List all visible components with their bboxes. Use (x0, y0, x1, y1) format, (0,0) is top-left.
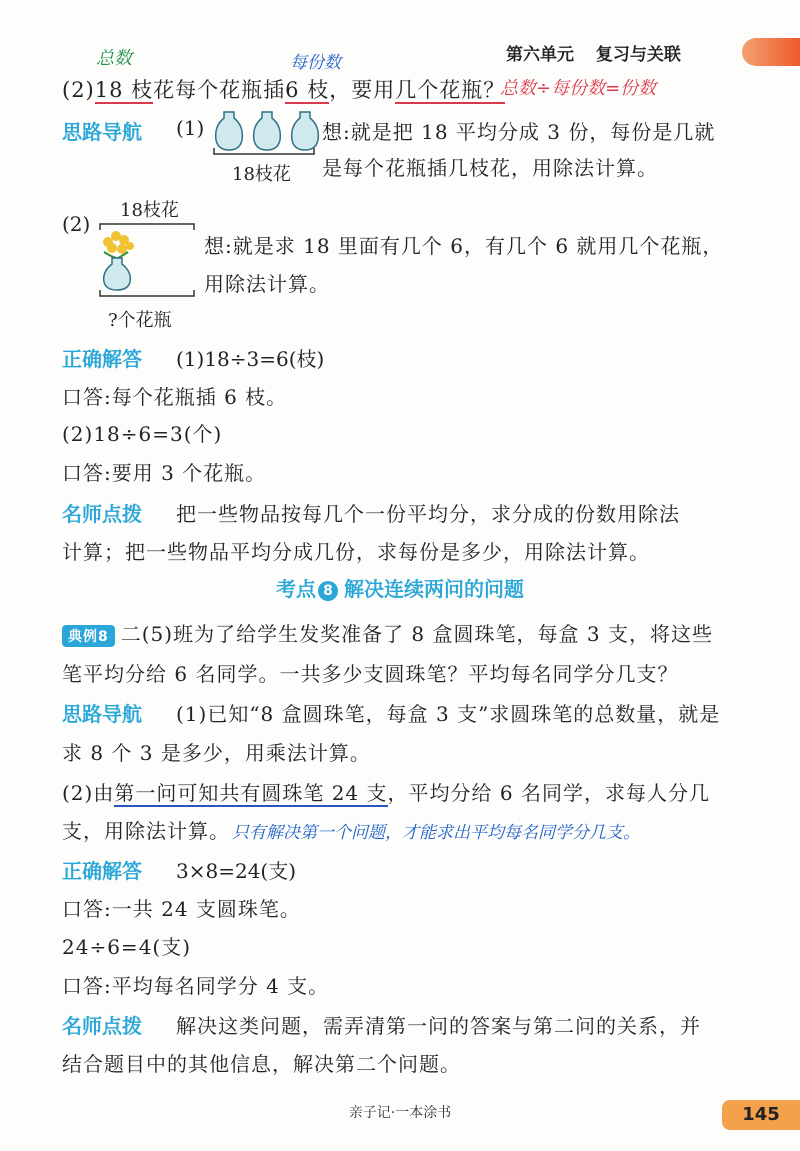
footer-brand: 亲子记·一本涂书 (348, 1105, 452, 1121)
guide-label-3: 思路导航 (62, 702, 142, 726)
vase-icon (292, 112, 319, 150)
tip-label-2: 名师点拨 (62, 1014, 142, 1038)
flowers-label-1: 18枝花 (232, 164, 291, 185)
guide3-line2: 求 8 个 3 是多少，用乘法计算。 (62, 741, 371, 765)
annotation-total: 总数 (96, 48, 132, 69)
answer-label-2: 正确解答 (62, 859, 142, 883)
guide1-part: (1) (176, 116, 205, 140)
underline-first-question: 第一问可知共有圆珠笔 24 支 (114, 781, 388, 805)
flower-vase-illustration (94, 218, 204, 300)
guide1-think: 想:就是把 18 平均分成 3 份，每份是几就 (322, 120, 716, 144)
section-title: 考点 8 解决连续两问的问题 (276, 577, 524, 601)
underline-vases: 几个花瓶？ (395, 78, 506, 102)
answer2-line2: 口答:一共 24 支圆珠笔。 (62, 897, 301, 921)
guide3-line1: (1)已知“8 盒圆珠笔，每盒 3 支”求圆珠笔的总数量，就是 (176, 702, 721, 726)
guide3-line3: (2)由第一问可知共有圆珠笔 24 支，平均分给 6 名同学，求每人分几 (62, 781, 710, 805)
answer1-line2: 口答:每个花瓶插 6 枝。 (62, 385, 288, 409)
flower-icon (103, 231, 134, 258)
vases-question-label: ?个花瓶 (108, 310, 172, 331)
topic-label: 复习与关联 (595, 45, 681, 65)
page-header (506, 40, 697, 65)
answer-label-1: 正确解答 (62, 347, 142, 371)
page-number: 145 (722, 1100, 800, 1130)
tip2-line1: 解决这类问题，需弄清第一问的答案与第二问的关系，并 (176, 1014, 701, 1038)
answer1-line4: 口答:要用 3 个花瓶。 (62, 461, 267, 485)
guide2-part: (2) (62, 212, 91, 236)
question-2: (2)18 枝花每个花瓶插6 枝，要用几个花瓶？ (62, 78, 506, 102)
tip1-line1: 把一些物品按每几个一份平均分，求分成的份数用除法 (176, 502, 680, 526)
guide2-think: 想:就是求 18 里面有几个 6，有几个 6 就用几个花瓶， (204, 234, 724, 258)
answer1-line1: (1)18÷3=6(枝) (176, 347, 325, 371)
answer2-line4: 口答:平均每名同学分 4 支。 (62, 974, 330, 998)
guide-label-1: 思路导航 (62, 120, 142, 144)
tip2-line2: 结合题目中的其他信息，解决第二个问题。 (62, 1052, 461, 1076)
underline-18: 18 枝 (94, 78, 154, 102)
tip-label-1: 名师点拨 (62, 502, 142, 526)
vase-icon (104, 258, 131, 290)
vases-illustration (210, 104, 320, 160)
section-number-badge: 8 (318, 581, 338, 601)
tip1-line2: 计算；把一些物品平均分成几份，求每份是多少，用除法计算。 (62, 540, 650, 564)
guide1-think-b: 是每个花瓶插几枝花，用除法计算。 (322, 156, 658, 180)
example-tag: 典例8 (62, 625, 115, 647)
vase-icon (254, 112, 281, 150)
guide3-line4: 支，用除法计算。 (62, 819, 230, 843)
answer2-line3: 24÷6=4(支) (62, 935, 192, 959)
example-line2: 笔平均分给 6 名同学。一共多少支圆珠笔？平均每名同学分几支？ (62, 662, 679, 686)
example-line1: 典例8 二(5)班为了给学生发奖准备了 8 盒圆珠笔，每盒 3 支，将这些 (62, 618, 713, 647)
flowers-label-2: 18枝花 (120, 200, 179, 221)
formula-annotation: 总数÷每份数=份数 (500, 78, 657, 99)
header-accent-bar (742, 38, 800, 66)
vase-icon (216, 112, 243, 150)
underline-6: 6 枝 (285, 78, 330, 102)
unit-label: 第六单元 (506, 45, 574, 65)
answer1-line3: (2)18÷6=3(个) (62, 422, 223, 446)
handwritten-note: 只有解决第一个问题，才能求出平均每名同学分几支。 (232, 823, 640, 843)
annotation-each: 每份数 (290, 53, 341, 73)
answer2-line1: 3×8=24(支) (176, 859, 297, 883)
guide2-think-b: 用除法计算。 (204, 272, 330, 296)
